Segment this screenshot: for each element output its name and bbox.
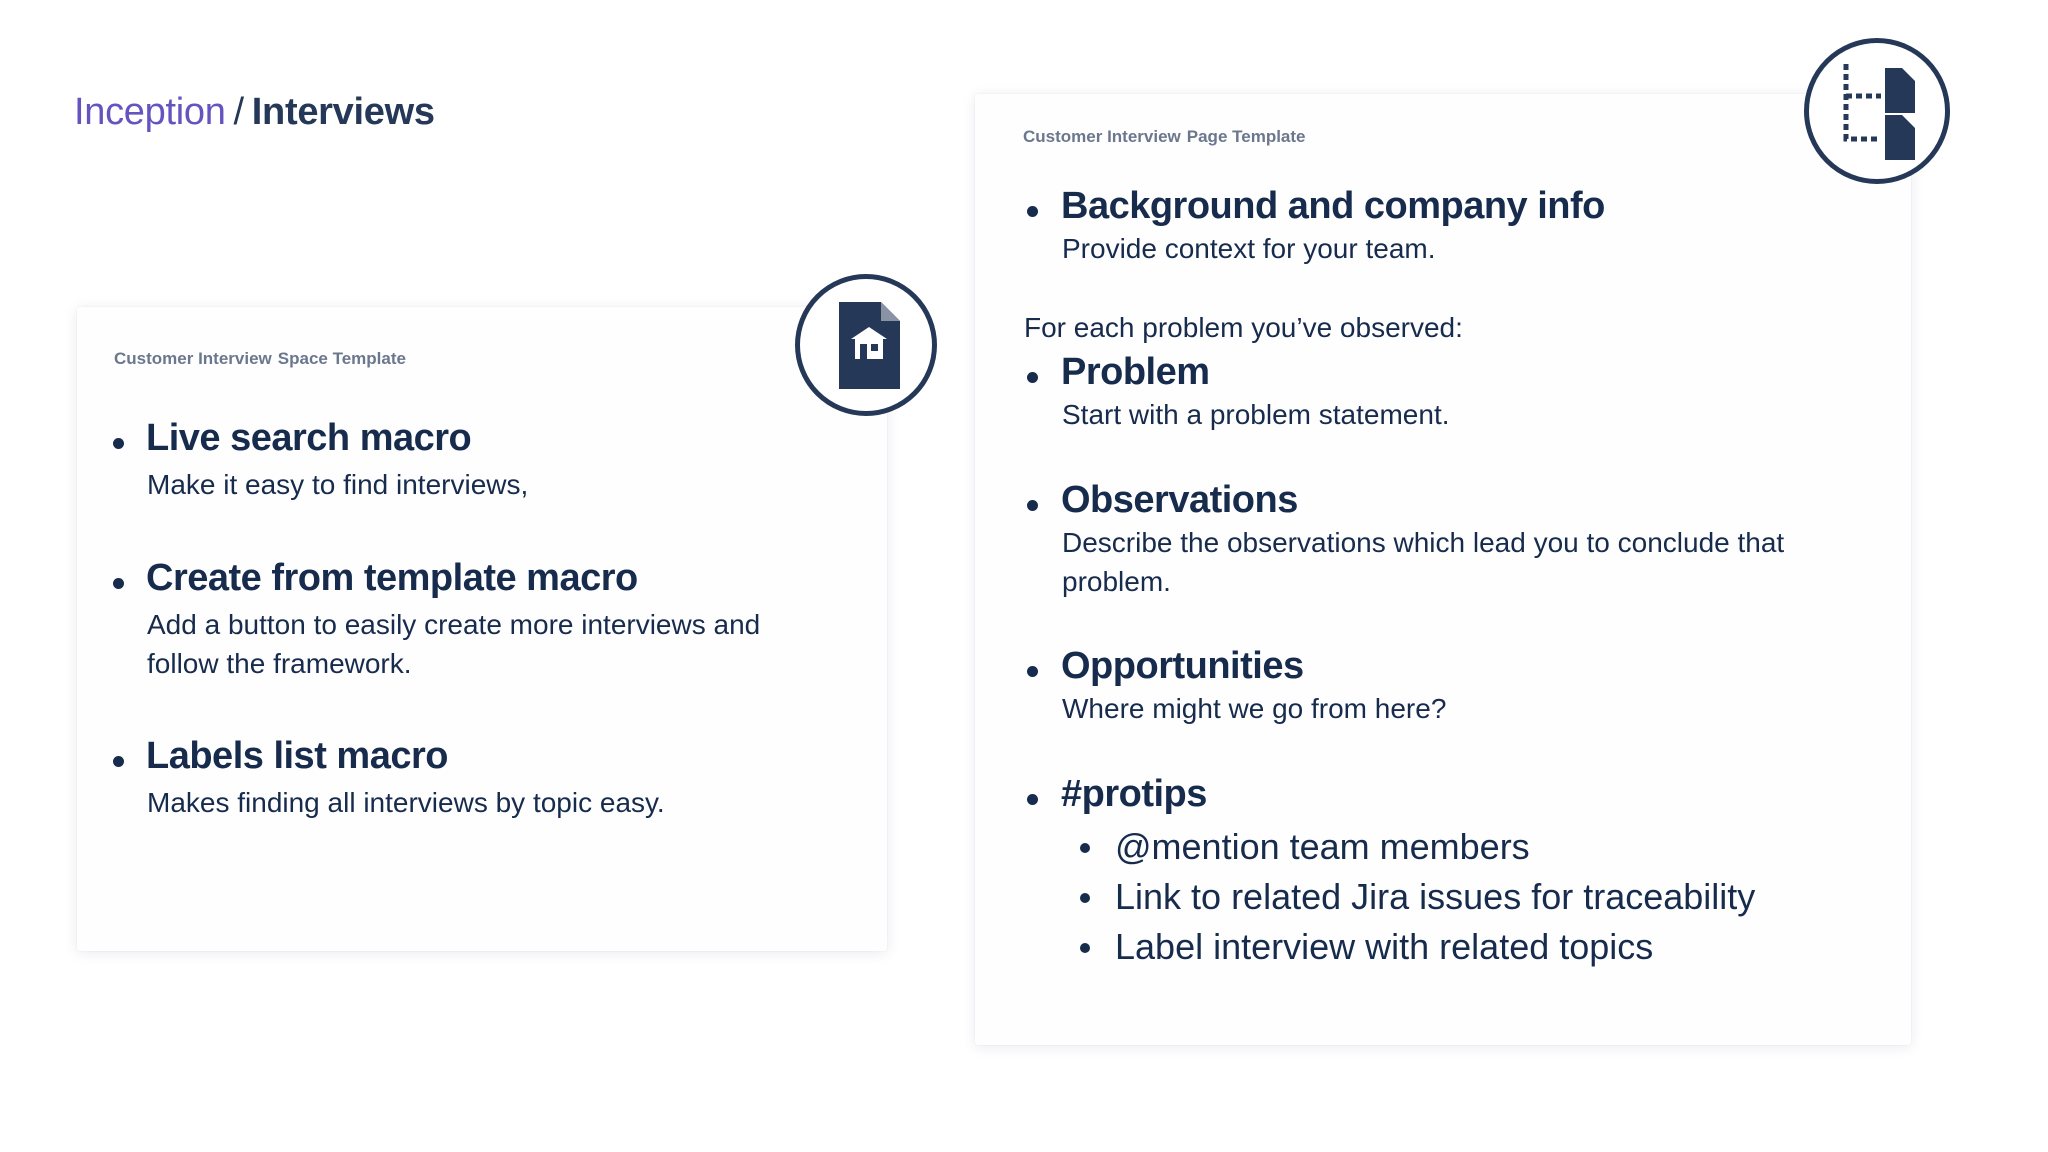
item-description: Start with a problem statement. — [1062, 399, 1450, 430]
protip-item: Label interview with related topics — [1115, 926, 1654, 967]
breadcrumb-current: Interviews — [251, 91, 435, 133]
page-template-label — [1023, 127, 1306, 147]
page-tree-icon — [1804, 38, 1950, 184]
protips-title: #protips — [1061, 773, 1207, 815]
bullet — [1027, 500, 1038, 511]
breadcrumb-separator: / — [233, 91, 244, 133]
bullet — [113, 756, 124, 767]
sub-bullet — [1080, 893, 1090, 903]
bullet — [1027, 794, 1038, 805]
protip-item: Link to related Jira issues for traceability — [1115, 876, 1756, 917]
space-template-card — [77, 307, 887, 951]
breadcrumb-parent[interactable]: Inception — [74, 91, 226, 133]
problem-intro: For each problem you’ve observed: — [1024, 312, 1463, 343]
bullet — [1027, 666, 1038, 677]
item-title: Background and company info — [1061, 185, 1605, 227]
item-title: Opportunities — [1061, 645, 1304, 687]
item-description: Describe the observations which lead you to conclude that problem. — [1062, 527, 1785, 597]
page-template-card — [975, 94, 1911, 1045]
item-title: Live search macro — [146, 417, 472, 459]
sub-bullet — [1080, 843, 1090, 853]
space-template-label-part1: Customer Interview — [114, 349, 272, 368]
space-template-label-part2: Space Template — [277, 349, 406, 368]
breadcrumb — [74, 88, 435, 136]
item-title: Create from template macro — [146, 557, 638, 599]
item-title: Problem — [1061, 351, 1210, 393]
space-template-label — [114, 349, 406, 369]
item-description: Provide context for your team. — [1062, 233, 1436, 264]
item-description: Add a button to easily create more interviews and follow the framework. — [147, 609, 761, 679]
bullet — [113, 578, 124, 589]
space-home-page-icon — [795, 274, 937, 416]
bullet — [113, 438, 124, 449]
sub-bullet — [1080, 943, 1090, 953]
item-description: Make it easy to find interviews, — [147, 469, 529, 500]
item-description: Where might we go from here? — [1062, 693, 1447, 724]
page-template-label-part2: Page Template — [1186, 127, 1306, 146]
bullet — [1027, 372, 1038, 383]
protip-item: @mention team members — [1115, 826, 1530, 867]
item-title: Labels list macro — [146, 735, 448, 777]
page-template-label-part1: Customer Interview — [1023, 127, 1181, 146]
item-title: Observations — [1061, 479, 1298, 521]
bullet — [1027, 206, 1038, 217]
item-description: Makes finding all interviews by topic easy. — [147, 787, 665, 818]
